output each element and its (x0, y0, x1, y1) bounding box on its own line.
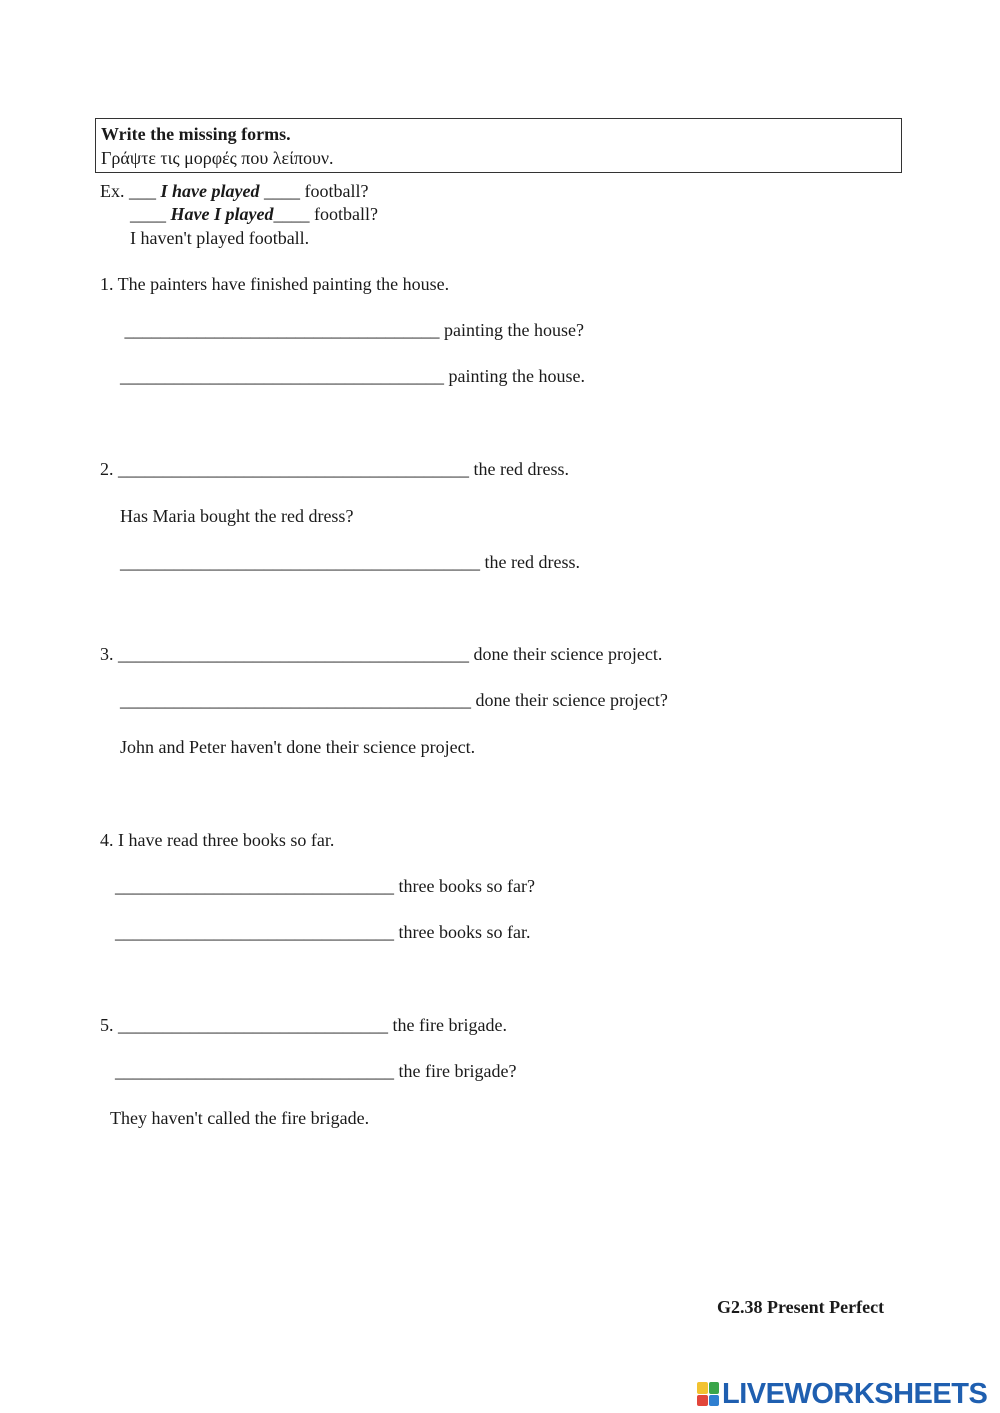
logo-block-4 (709, 1395, 720, 1407)
logo-text: LIVEWORKSHEETS (722, 1377, 988, 1410)
example-line-3: I haven't played football. (130, 228, 310, 248)
instruction-box (95, 118, 902, 173)
item-1-line-b[interactable]: ____________________________________ painting the house. (120, 366, 585, 386)
item-1-question: 1. The painters have finished painting the house. (100, 274, 450, 294)
example-line-2: ____ Have I played____ football? (130, 204, 378, 224)
instruction-subtitle: Γράψτε τις μορφές που λείπουν. (101, 148, 334, 168)
logo-block-3 (697, 1395, 708, 1407)
item-5-line-a[interactable]: _______________________________ the fire brigade? (115, 1061, 517, 1081)
item-5-line-b: They haven't called the fire brigade. (110, 1108, 370, 1128)
worksheet-code-title: G2.38 Present Perfect (717, 1297, 885, 1317)
item-1-line-a[interactable]: ___________________________________ painting the house? (120, 320, 584, 340)
item-4-line-b[interactable]: _______________________________ three books so far. (115, 922, 531, 942)
item-3-line-a[interactable]: _______________________________________ done their science project? (120, 690, 668, 710)
item-2-line-a: Has Maria bought the red dress? (120, 506, 354, 526)
item-3-question[interactable]: 3. _______________________________________ done their science project. (100, 644, 663, 664)
item-5-question[interactable]: 5. ______________________________ the fire brigade. (100, 1015, 507, 1035)
liveworksheets-logo[interactable] (697, 1379, 987, 1409)
item-4-question: 4. I have read three books so far. (100, 830, 335, 850)
item-4-line-a[interactable]: _______________________________ three books so far? (115, 876, 535, 896)
example-answer-2: Have I played (170, 204, 274, 224)
item-2-question[interactable]: 2. _______________________________________ the red dress. (100, 459, 569, 479)
example-line-1: Ex. ___ I have played ____ football? (100, 181, 369, 201)
example-answer-1: I have played (160, 181, 260, 201)
logo-block-1 (697, 1382, 708, 1394)
logo-block-2 (709, 1382, 720, 1394)
item-3-line-b: John and Peter haven't done their science project. (120, 737, 476, 757)
item-2-line-b[interactable]: ________________________________________ the red dress. (120, 552, 580, 572)
instruction-title: Write the missing forms. (101, 124, 291, 144)
logo-blocks-icon (697, 1382, 719, 1406)
